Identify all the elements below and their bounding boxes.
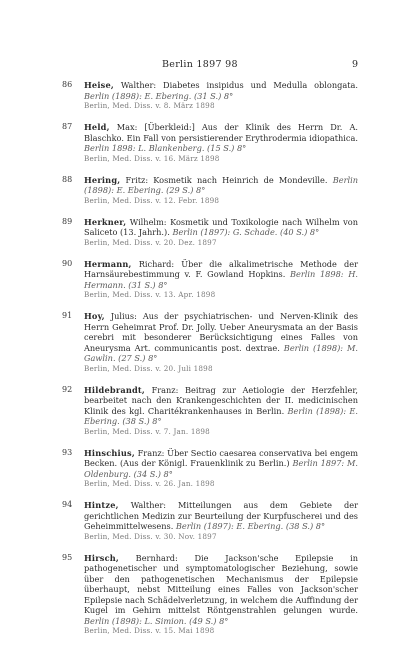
- publication-info: Berlin 1897: M. Oldenburg. (34 S.) 8°: [84, 458, 358, 479]
- entry-title: Julius: Aus der psychiatrischen- und Nerven-Klinik des Herrn Geheimrat Prof. Dr. Jolly. Ueber Aneurysmata an der Basis cerebri mit besonderer Berücksichtigung eines Falles von Aneurysma Art. communicantis post. dextrae.: [84, 311, 358, 353]
- publication-info: Berlin (1897): E. Ebering. (38 S.) 8°: [175, 521, 326, 531]
- dissertation-note: Berlin, Med. Diss. v. 13. Apr. 1898: [84, 290, 216, 299]
- entry-title: Richard: Über die alkalimetrische Methode der Harnsäurebestimmung v. F. Gowland Hopkins.: [84, 258, 358, 279]
- entry-number: 89: [62, 216, 73, 226]
- bibliography-entry: [62, 80, 358, 111]
- entry-number: 88: [62, 174, 73, 184]
- author-name: Hoy,: [84, 311, 105, 321]
- entry-number: 94: [62, 500, 73, 509]
- author-name: Hintze,: [84, 500, 119, 510]
- entry-text: [84, 311, 358, 364]
- bibliography-entry: [62, 385, 358, 437]
- entry-title: Walther: Mitteilungen aus dem Gebiete der gerichtlichen Medizin zur Beurteilung der Kurpfuscherei und des Geheimmittelwesens.: [84, 500, 358, 531]
- author-name: Heise,: [84, 80, 114, 90]
- author-name: Hinschius,: [84, 447, 135, 458]
- entry-number: 92: [62, 384, 73, 394]
- entry-text: [84, 80, 358, 101]
- dissertation-note: Berlin, Med. Diss. v. 12. Febr. 1898: [84, 195, 220, 205]
- entry-title: Franz: Über Sectio caesarea conservativa bei engem Becken. (Aus der Königl. Frauenklinik zu Berlin.): [84, 447, 358, 468]
- author-name: Hering,: [84, 174, 121, 185]
- entry-title: Wilhelm: Kosmetik und Toxikologie nach Wilhelm von Saliceto (13. Jahrh.).: [84, 216, 358, 237]
- entry-number: 91: [62, 311, 73, 320]
- bibliography-entry: [62, 448, 358, 490]
- author-name: Hildebrandt,: [84, 384, 145, 395]
- entry-number: 90: [62, 258, 73, 268]
- entry-number: 86: [62, 80, 73, 89]
- entry-text: [84, 553, 358, 627]
- publication-info: Berlin (1898): M. Gawlin. (27 S.) 8°: [84, 342, 358, 363]
- bibliography-entry: [62, 259, 358, 301]
- bibliography-entry: [62, 500, 358, 542]
- dissertation-note: Berlin, Med. Diss. v. 16. März 1898: [84, 153, 220, 163]
- publication-info: Berlin (1897): G. Schade. (40 S.) 8°: [172, 227, 320, 237]
- entry-title: Walther: Diabetes insipidus und Medulla oblongata.: [120, 80, 359, 90]
- dissertation-note: Berlin, Med. Diss. v. 7. Jan. 1898: [84, 426, 210, 436]
- author-name: Herkner,: [84, 216, 127, 227]
- dissertation-note: Berlin, Med. Diss. v. 20. Juli 1898: [84, 363, 213, 373]
- dissertation-note: Berlin, Med. Diss. v. 26. Jan. 1898: [84, 479, 215, 488]
- running-title: Berlin 1897 98: [162, 59, 238, 70]
- entry-number: 87: [62, 122, 73, 131]
- bibliography-entry: [62, 122, 358, 164]
- publication-info: Berlin (1898): E. Ebering. (31 S.) 8°: [84, 90, 234, 101]
- entry-title: Franz: Beitrag zur Aetiologie der Herzfehler, bearbeitet nach den Krankengeschichten der II. medicinischen Klinik des kgl. Charitékrankenhauses in Berlin.: [84, 384, 358, 416]
- bibliography-list: [62, 80, 358, 647]
- publication-info: Berlin (1898): L. Simion. (49 S.) 8°: [84, 615, 229, 626]
- publication-info: Berlin 1898: H. Hermann. (31 S.) 8°: [84, 269, 358, 290]
- author-name: Hirsch,: [84, 552, 119, 563]
- author-name: Held,: [84, 122, 110, 132]
- entry-title: Fritz: Kosmetik nach Heinrich de Mondeville.: [125, 174, 328, 185]
- dissertation-note: Berlin, Med. Diss. v. 8. März 1898: [84, 101, 215, 110]
- dissertation-note: Berlin, Med. Diss. v. 20. Dez. 1897: [84, 237, 217, 247]
- entry-text: [84, 385, 358, 427]
- dissertation-note: Berlin, Med. Diss. v. 15. Mai 1898: [84, 626, 215, 635]
- entry-text: [84, 448, 358, 480]
- page-number: 9: [351, 59, 358, 70]
- publication-info: Berlin (1898): E. Ebering. (38 S.) 8°: [84, 405, 358, 426]
- publication-info: Berlin (1898): E. Ebering. (29 S.) 8°: [84, 174, 358, 195]
- bibliography-entry: [62, 311, 358, 374]
- entry-text: [84, 122, 358, 154]
- author-name: Hermann,: [84, 258, 132, 269]
- entry-title: Max: [Überkleid:] Aus der Klinik des Herrn Dr. A. Blaschko. Ein Fall von persistierender Erythrodermia idiopathica.: [84, 122, 358, 143]
- entry-number: 93: [62, 447, 73, 457]
- entry-text: [84, 500, 358, 532]
- entry-number: 95: [62, 552, 73, 562]
- publication-info: Berlin 1898: L. Blankenberg. (15 S.) 8°: [84, 143, 247, 153]
- bibliography-entry: [62, 217, 358, 248]
- bibliography-entry: [62, 175, 358, 206]
- entry-text: [84, 259, 358, 291]
- entry-text: [84, 217, 358, 238]
- bibliography-entry: [62, 553, 358, 637]
- entry-title: Bernhard: Die Jackson'sche Epilepsie in pathogenetischer und symptomatologischer Beziehung, sowie über den pathogenetischen Mechanismus der Epilepsie überhaupt, nebst Mitteilung eines Falles von Jackson'scher Epilepsie nach Schädelverletzung, in welchem die Auffindung der Kugel im Gehirn mittelst Röntgenstrahlen gelungen wurde.: [84, 552, 358, 615]
- entry-text: [84, 175, 358, 196]
- dissertation-note: Berlin, Med. Diss. v. 30. Nov. 1897: [84, 531, 217, 541]
- page-header: [62, 58, 358, 72]
